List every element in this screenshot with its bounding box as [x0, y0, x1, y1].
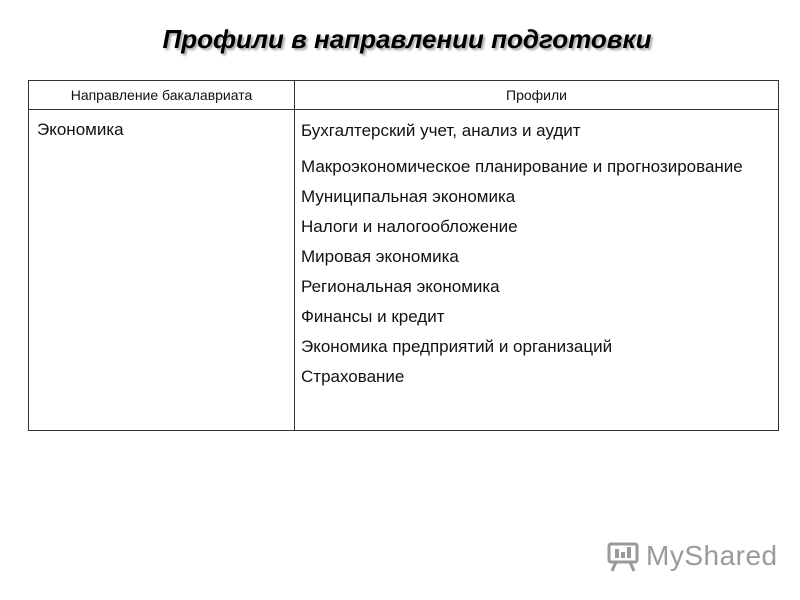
page-title: Профили в направлении подготовки: [162, 24, 652, 54]
list-item: Налоги и налогообложение: [301, 217, 518, 236]
watermark-text: MyShared: [646, 540, 778, 571]
list-item: Финансы и кредит: [301, 307, 445, 326]
list-item: Бухгалтерский учет, анализ и аудит: [301, 121, 581, 140]
watermark: [606, 536, 778, 576]
list-item: Региональная экономика: [301, 277, 500, 296]
header-direction: Направление бакалавриата: [29, 81, 295, 110]
profile-list: [301, 120, 778, 388]
list-item: Муниципальная экономика: [301, 187, 516, 206]
table-header-row: [29, 81, 779, 110]
list-item: Макроэкономическое планирование и прогнозирование: [301, 157, 743, 176]
table-row: [29, 110, 779, 431]
list-item: Мировая экономика: [301, 247, 459, 266]
presentation-board-icon: [606, 539, 640, 573]
list-item: Страхование: [301, 367, 405, 386]
list-item: Экономика предприятий и организаций: [301, 337, 613, 356]
direction-name: Экономика: [37, 120, 124, 139]
profiles-cell: [295, 110, 779, 431]
direction-cell: [29, 110, 295, 431]
header-profiles: Профили: [295, 81, 779, 110]
profiles-table: [28, 80, 779, 431]
